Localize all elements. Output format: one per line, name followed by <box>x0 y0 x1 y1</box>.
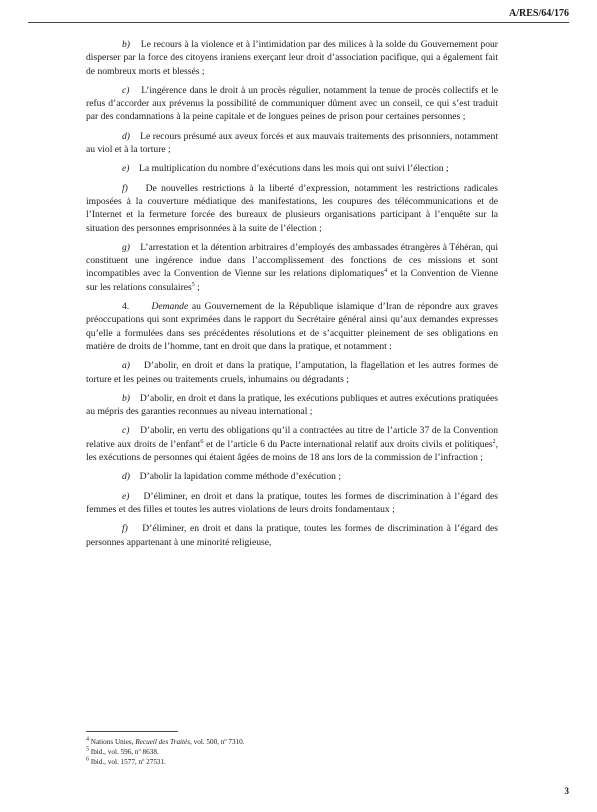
footnote-title: Recueil des Traités <box>135 738 191 746</box>
item-text: ; <box>194 281 200 293</box>
item-label: e) <box>122 490 130 502</box>
item-text: L’ingérence dans le droit à un procès régulier, notamment la tenue de procès collectifs et le refus d’accorder aux prévenus la possibilité de communiquer dûment avec un conseil, ce qui s’est traduit par des condamnations à la peine capitale et de longues peines de prison pour certaines personnes ; <box>86 84 499 123</box>
footnote-marker: 6 <box>86 756 89 763</box>
footnote-6 <box>86 757 506 767</box>
footnote-4 <box>86 737 506 747</box>
item-text: D’éliminer, en droit et dans la pratique, toutes les formes de discrimination à l’égard des femmes et des filles et toutes les autres violations de leurs droits fondamentaux ; <box>86 490 499 515</box>
item-text: , les exécutions de personnes qui étaient âgées de moins de 18 ans lors de la commission de l’infraction ; <box>86 438 498 464</box>
operative-verb: Demande <box>151 301 189 313</box>
paragraph-c <box>86 84 498 124</box>
paragraph-4b <box>86 392 498 419</box>
item-label: d) <box>122 471 130 483</box>
footnote-text: Ibid., vol. 1577, nº 27531. <box>90 758 166 766</box>
footnote-marker: 4 <box>86 736 89 743</box>
footnote-rule <box>86 731 178 732</box>
item-label: f) <box>122 182 128 194</box>
footnote-text: Nations Unies, <box>90 738 136 746</box>
item-text: Le recours présumé aux aveux forcés et aux mauvais traitements des prisonniers, notamment au viol et à la torture ; <box>86 130 499 156</box>
footnote-marker: 5 <box>86 746 89 753</box>
item-text: D’éliminer, en droit et dans la pratique, toutes les formes de discrimination à l’égard des personnes appartenant à une minorité religieuse, <box>86 523 498 548</box>
footnotes <box>86 737 506 767</box>
paragraph-d <box>86 130 498 157</box>
footnote-text: Ibid., vol. 596, nº 8638. <box>90 748 159 756</box>
item-text: au Gouvernement de la République islamique d’Iran de répondre aux graves préoccupations qui sont exprimées dans le rapport du Secrétaire général ainsi qu’aux demandes expresses qu’elle a formulées dans ses précédentes résolutions et de s’acquitter pleinement de ses obligations en matière de droits de l’homme, tant en droit que dans la pratique, et notamment : <box>86 301 499 352</box>
item-label: a) <box>122 360 130 372</box>
item-label: e) <box>122 163 130 175</box>
paragraph-4c <box>86 424 498 464</box>
document-body <box>86 38 498 555</box>
item-text: D’abolir, en vertu des obligations qu’il a contractées au titre de l’article 37 de la Convention relative aux droits de l’enfant <box>86 425 499 450</box>
item-text: Le recours à la violence et à l’intimidation par des milices à la solde du Gouvernement pour disperser par la force des citoyens iraniens exerçant leur droit d’association pacifique, qui a également fait de nombreux morts et blessés ; <box>86 39 498 77</box>
item-label: b) <box>122 392 130 404</box>
item-text: D’abolir la lapidation comme méthode d’exécution ; <box>139 471 341 483</box>
item-label: f) <box>122 523 128 535</box>
item-text: De nouvelles restrictions à la liberté d’expression, notamment les restrictions radicales imposées à la couverture médiatique des manifestations, les coupures des télécommunications et de l’Internet et la fermeture forcée des bureaux de plusieurs organisations participant à l’enquête sur la situation des personnes emprisonnées à la suite de l’élection ; <box>86 182 498 234</box>
footnote-ref: 4 <box>384 268 388 275</box>
paragraph-g <box>86 241 498 294</box>
item-text: D’abolir, en droit et dans la pratique, l’amputation, la flagellation et les autres formes de torture et les peines ou traitements cruels, inhumains ou dégradants ; <box>86 360 499 385</box>
footnote-5 <box>86 747 506 757</box>
item-label: c) <box>122 84 130 96</box>
item-text: La multiplication du nombre d’exécutions dans les mois qui ont suivi l’élection ; <box>139 163 449 175</box>
page-number: 3 <box>564 786 569 796</box>
paragraph-number: 4. <box>122 301 130 313</box>
paragraph-4e <box>86 490 498 517</box>
item-text: L’arrestation et la détention arbitraires d’employés des ambassades étrangères à Téhéran, qui constituent une ingérence indue dans l’accomplissement des fonctions de ces missions et sont incompatibles avec la Convention de Vienne sur les relations diplomatiques <box>86 241 498 280</box>
footnote-ref: 5 <box>191 281 195 288</box>
item-text: D’abolir, en droit et dans la pratique, les exécutions publiques et autres exécutions pratiquées au mépris des garanties reconnues au niveau international ; <box>86 392 499 418</box>
item-label: d) <box>122 130 130 142</box>
paragraph-4d <box>86 470 498 483</box>
paragraph-b <box>86 38 498 78</box>
paragraph-4 <box>86 300 498 353</box>
paragraph-4a <box>86 359 498 386</box>
item-text: et la Convention de Vienne sur les relations consulaires <box>86 268 498 293</box>
item-label: b) <box>122 39 130 50</box>
item-text: et de l’article 6 du Pacte international relatif aux droits civils et politiques <box>203 438 493 450</box>
footnote-ref: 6 <box>200 438 204 445</box>
item-label: g) <box>122 241 130 253</box>
paragraph-4f <box>86 522 498 549</box>
paragraph-e <box>86 162 498 175</box>
footnote-text: , vol. 500, nº 7310. <box>190 738 245 746</box>
footnote-ref: 2 <box>492 438 496 445</box>
header-rule <box>28 22 569 23</box>
paragraph-f <box>86 182 498 235</box>
document-symbol: A/RES/64/176 <box>508 8 569 19</box>
item-label: c) <box>122 425 130 437</box>
